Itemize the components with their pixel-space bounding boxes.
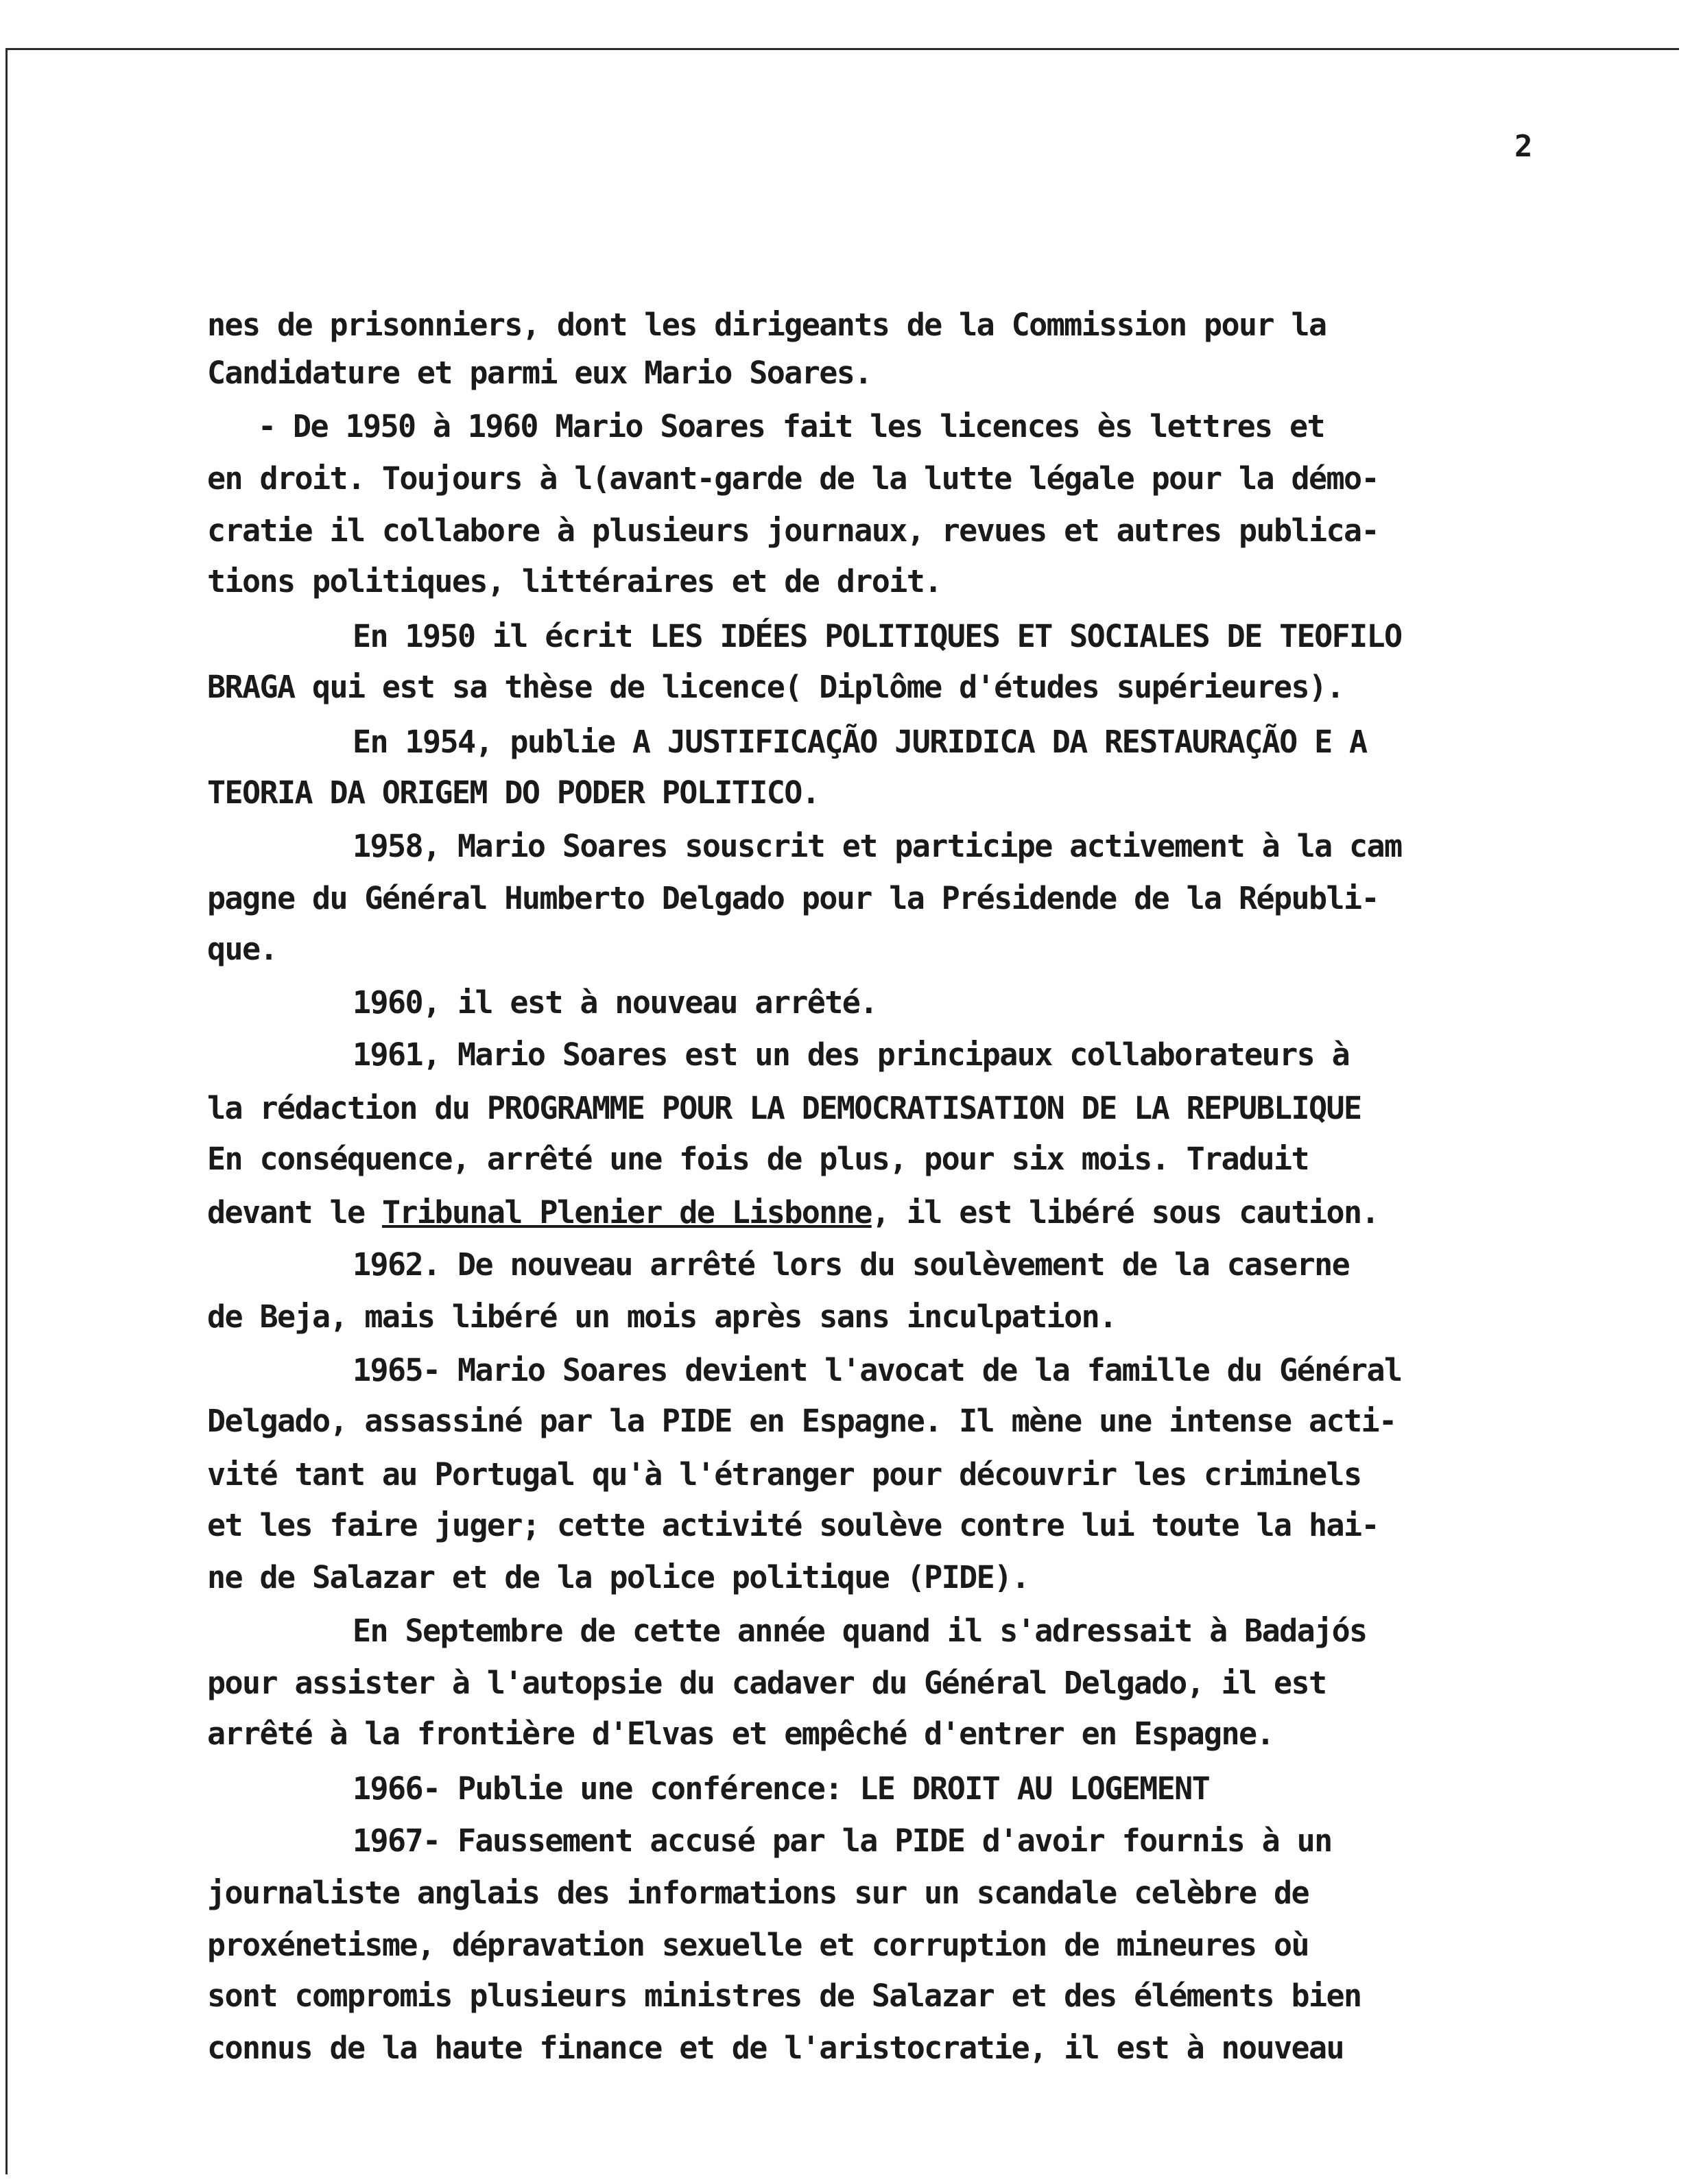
text-line: 1966- Publie une conférence: LE DROIT AU LOGEMENT <box>353 1770 1210 1807</box>
text-line: la rédaction du PROGRAMME POUR LA DEMOCRATISATION DE LA REPUBLIQUE <box>207 1090 1361 1126</box>
text-line: 1962. De nouveau arrêté lors du soulèvement de la caserne <box>353 1246 1350 1283</box>
page-edge-top <box>5 48 1679 50</box>
text-line: vité tant au Portugal qu'à l'étranger pour découvrir les criminels <box>207 1456 1361 1493</box>
text-segment: devant le <box>207 1194 382 1231</box>
text-line: pour assister à l'autopsie du cadaver du Général Delgado, il est <box>207 1665 1326 1701</box>
text-line: BRAGA qui est sa thèse de licence( Diplôme d'études supérieures). <box>207 669 1344 705</box>
text-line: 1965- Mario Soares devient l'avocat de la famille du Général <box>353 1352 1402 1388</box>
text-line: tions politiques, littéraires et de droit. <box>207 563 942 600</box>
text-line: pagne du Général Humberto Delgado pour la Présidende de la Républi- <box>207 880 1379 916</box>
text-line: En 1954, publie A JUSTIFICAÇÃO JURIDICA DA RESTAURAÇÃO E A <box>353 724 1367 760</box>
page-edge-left <box>5 48 8 2174</box>
text-line: cratie il collabore à plusieurs journaux, revues et autres publica- <box>207 512 1379 549</box>
text-line: 1961, Mario Soares est un des principaux collaborateurs à <box>353 1036 1350 1073</box>
text-line: ne de Salazar et de la police politique (PIDE). <box>207 1559 1030 1595</box>
text-line: et les faire juger; cette activité soulève contre lui toute la hai- <box>207 1507 1379 1543</box>
text-line: proxénetisme, dépravation sexuelle et corruption de mineures où <box>207 1927 1309 1963</box>
text-line: - De 1950 à 1960 Mario Soares fait les licences ès lettres et <box>258 408 1325 444</box>
text-line: TEORIA DA ORIGEM DO PODER POLITICO. <box>207 774 820 811</box>
text-line: 1967- Faussement accusé par la PIDE d'avoir fournis à un <box>353 1823 1332 1859</box>
text-line: de Beja, mais libéré un mois après sans inculpation. <box>207 1298 1117 1335</box>
text-line: Candidature et parmi eux Mario Soares. <box>207 355 872 391</box>
text-line: En 1950 il écrit LES IDÉES POLITIQUES ET SOCIALES DE TEOFILO <box>353 618 1402 654</box>
text-segment: , il est libéré sous caution. <box>871 1194 1379 1231</box>
text-line: 1960, il est à nouveau arrêté. <box>353 984 877 1021</box>
text-line: sont compromis plusieurs ministres de Salazar et des éléments bien <box>207 1978 1361 2014</box>
text-line: arrêté à la frontière d'Elvas et empêché d'entrer en Espagne. <box>207 1716 1274 1752</box>
text-line: nes de prisonniers, dont les dirigeants de la Commission pour la <box>207 307 1326 343</box>
underlined-court-name: Tribunal Plenier de Lisbonne <box>381 1194 872 1231</box>
text-line: que. <box>207 931 277 967</box>
text-line <box>207 1194 1379 1232</box>
page-number: 2 <box>1514 129 1533 164</box>
text-line: En Septembre de cette année quand il s'adressait à Badajós <box>353 1613 1367 1649</box>
text-line: connus de la haute finance et de l'aristocratie, il est à nouveau <box>207 2030 1344 2066</box>
text-line: En conséquence, arrêté une fois de plus, pour six mois. Traduit <box>207 1141 1309 1177</box>
text-line: journaliste anglais des informations sur un scandale celèbre de <box>207 1875 1309 1911</box>
text-line: en droit. Toujours à l(avant-garde de la lutte légale pour la démo- <box>207 460 1379 497</box>
text-line: Delgado, assassiné par la PIDE en Espagne. Il mène une intense acti- <box>207 1403 1396 1439</box>
text-line: 1958, Mario Soares souscrit et participe activement à la cam <box>353 828 1402 864</box>
